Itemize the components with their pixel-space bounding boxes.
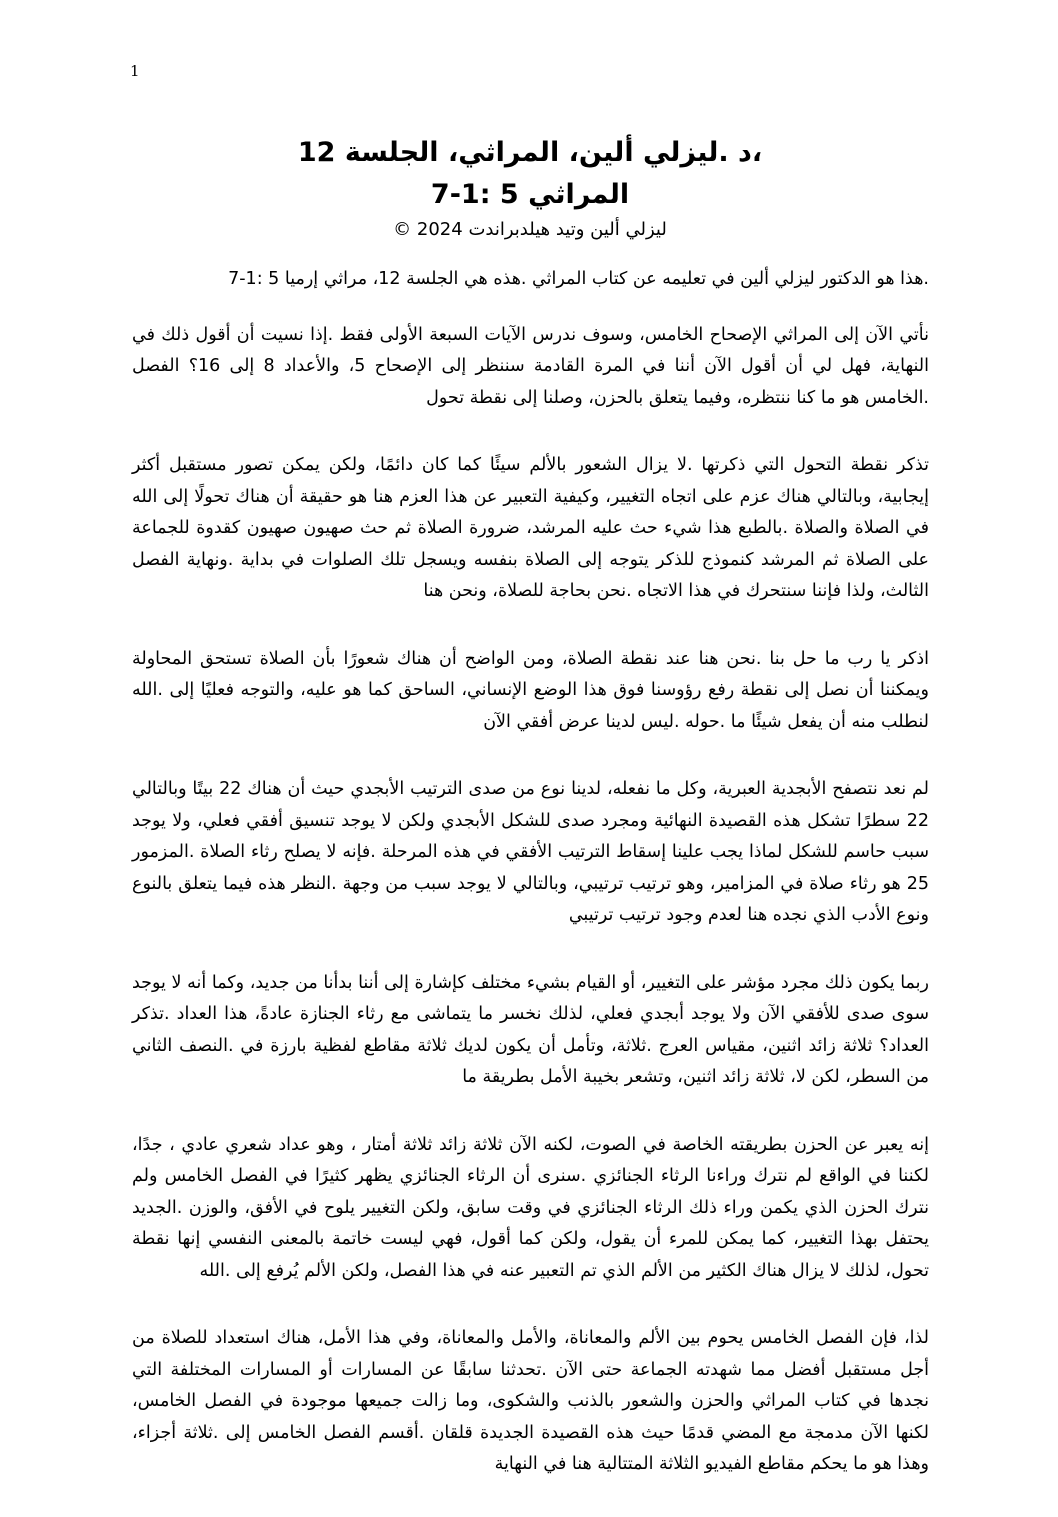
paragraph-intro: .هذا هو الدكتور ليزلي ألين في تعليمه عن كتاب المراثي .هذه هي الجلسة 12، مراثي إرميا 5 :1-7 xyxy=(228,269,929,289)
paragraph: ربما يكون ذلك مجرد مؤشر على التغيير، أو القيام بشيء مختلف كإشارة إلى أننا بدأنا من جديد، وكما أنه لا يوجد سوى صدى للأفقي الآن ولا يوجد أبجدي فعلي، لذلك نخسر ما يتماشى مع رثاء الجنازة عادةً، هذا العداد .تذكر العداد؟ ثلاثة زائد اثنين، مقياس العرج .ثلاثة، وتأمل أن يكون لديك ثلاثة مقاطع لفظية بارزة في .النصف الثاني من السطر، لكن لا، ثلاثة زائد اثنين، وتشعر بخيبة الأمل بطريقة ما xyxy=(132,972,929,1087)
paragraph: تذكر نقطة التحول التي ذكرتها .لا يزال الشعور بالألم سيئًا كما كان دائمًا، ولكن يمكن تصور مستقبل أكثر إيجابية، وبالتالي هناك عزم على اتجاه التغيير، وكيفية التعبير عن هذا العزم هنا هو حقيقة أن هناك تحولًا إلى الله في الصلاة والصلاة .بالطبع هذا شيء حث عليه المرشد، ضرورة الصلاة ثم حث صهيون صهيون كقدوة للجماعة على الصلاة ثم المرشد كنموذج للذكر يتوجه إلى الصلاة بنفسه ويسجل تلك الصلوات في بداية .ونهاية الفصل الثالث، ولذا فإننا سنتحرك في هذا الاتجاه .نحن بحاجة للصلاة، ونحن هنا xyxy=(132,455,929,601)
paragraph: نأتي الآن إلى المراثي الإصحاح الخامس، وسوف ندرس الآيات السبعة الأولى فقط .إذا نسيت أن أقول ذلك في النهاية، فهل لي أن أقول الآن أننا في المرة القادمة سننظر إلى الإصحاح 5، والأعداد 8 إلى 16؟ الفصل .الخامس هو ما كنا ننتظره، وفيما يتعلق بالحزن، وصلنا إلى نقطة تحول xyxy=(132,324,929,408)
title-line-1: ،د .ليزلي ألين، المراثي، الجلسة 12 xyxy=(297,137,763,168)
copyright-line: ليزلي ألين وتيد هيلدبراندت 2024 © xyxy=(393,219,667,240)
paragraph: لم نعد نتصفح الأبجدية العبرية، وكل ما نفعله، لدينا نوع من صدى الترتيب الأبجدي حيث أن هناك 22 بيتًا وبالتالي 22 سطرًا تشكل هذه القصيدة النهائية ومجرد صدى للشكل الأبجدي ولكن لا يوجد تنسيق أفقي فعلي، ولا يوجد سبب حاسم للشكل لماذا يجب علينا إسقاط الترتيب الأفقي في هذه المرحلة .فإنه لا يصلح رثاء الصلاة .المزمور 25 هو رثاء صلاة في المزامير، وهو ترتيب ترتيبي، وبالتالي لا يوجد سبب من وجهة .النظر هذه فيما يتعلق بالنوع ونوع الأدب الذي نجده هنا لعدم وجود ترتيب ترتيبي xyxy=(132,779,930,925)
page-number: 1 xyxy=(130,62,140,80)
paragraph: لذا، فإن الفصل الخامس يحوم بين الألم والمعاناة، والأمل والمعاناة، وفي هذا الأمل، هناك استعداد للصلاة من أجل مستقبل أفضل مما شهدته الجماعة حتى الآن .تحدثنا سابقًا عن المسارات أو المسارات المختلفة التي نجدها في كتاب المراثي والحزن والشعور بالذنب والشكوى، وما زالت جميعها موجودة في الفصل الخامس، لكنها الآن مدمجة مع المضي قدمًا حيث هذه القصيدة الجديدة قلقان .أقسم الفصل الخامس إلى .ثلاثة أجزاء، وهذا هو ما يحكم مقاطع الفيديو الثلاثة المتتالية هنا في النهاية xyxy=(132,1328,929,1474)
document-header xyxy=(130,132,930,244)
paragraph: إنه يعبر عن الحزن بطريقته الخاصة في الصوت، لكنه الآن ثلاثة زائد ثلاثة أمتار ، وهو عداد شعري عادي ، جدًا، لكننا في الواقع لم نترك وراءنا الرثاء الجنائزي .سنرى أن الرثاء الجنائزي يظهر كثيرًا في الفصل الخامس ولم نترك الحزن الذي يكمن وراء ذلك الرثاء الجنائزي في وقت سابق، ولكن التغيير يلوح في الأفق، والوزن .الجديد يحتفل بهذا التغيير، كما يمكن للمرء أن يقول، ولكن كما أقول، فهي ليست خاتمة بالمعنى النفسي إنها نقطة تحول، لذلك لا يزال هناك الكثير من الألم الذي تم التعبير عنه في هذا الفصل، ولكن الألم يُرفع إلى .الله xyxy=(132,1134,929,1281)
title-line-2: المراثي 5 :1-7 xyxy=(430,179,630,210)
paragraph: اذكر يا رب ما حل بنا .نحن هنا عند نقطة الصلاة، ومن الواضح أن هناك شعورًا بأن الصلاة تستحق المحاولة ويمكننا أن نصل إلى نقطة رفع رؤوسنا فوق هذا الوضع الإنساني، الساحق كما هو عليه، والتوجه فعليًا إلى .الله لنطلب منه أن يفعل شيئًا ما .حوله .ليس لدينا عرض أفقي الآن xyxy=(132,648,929,732)
document-body xyxy=(132,264,929,1517)
